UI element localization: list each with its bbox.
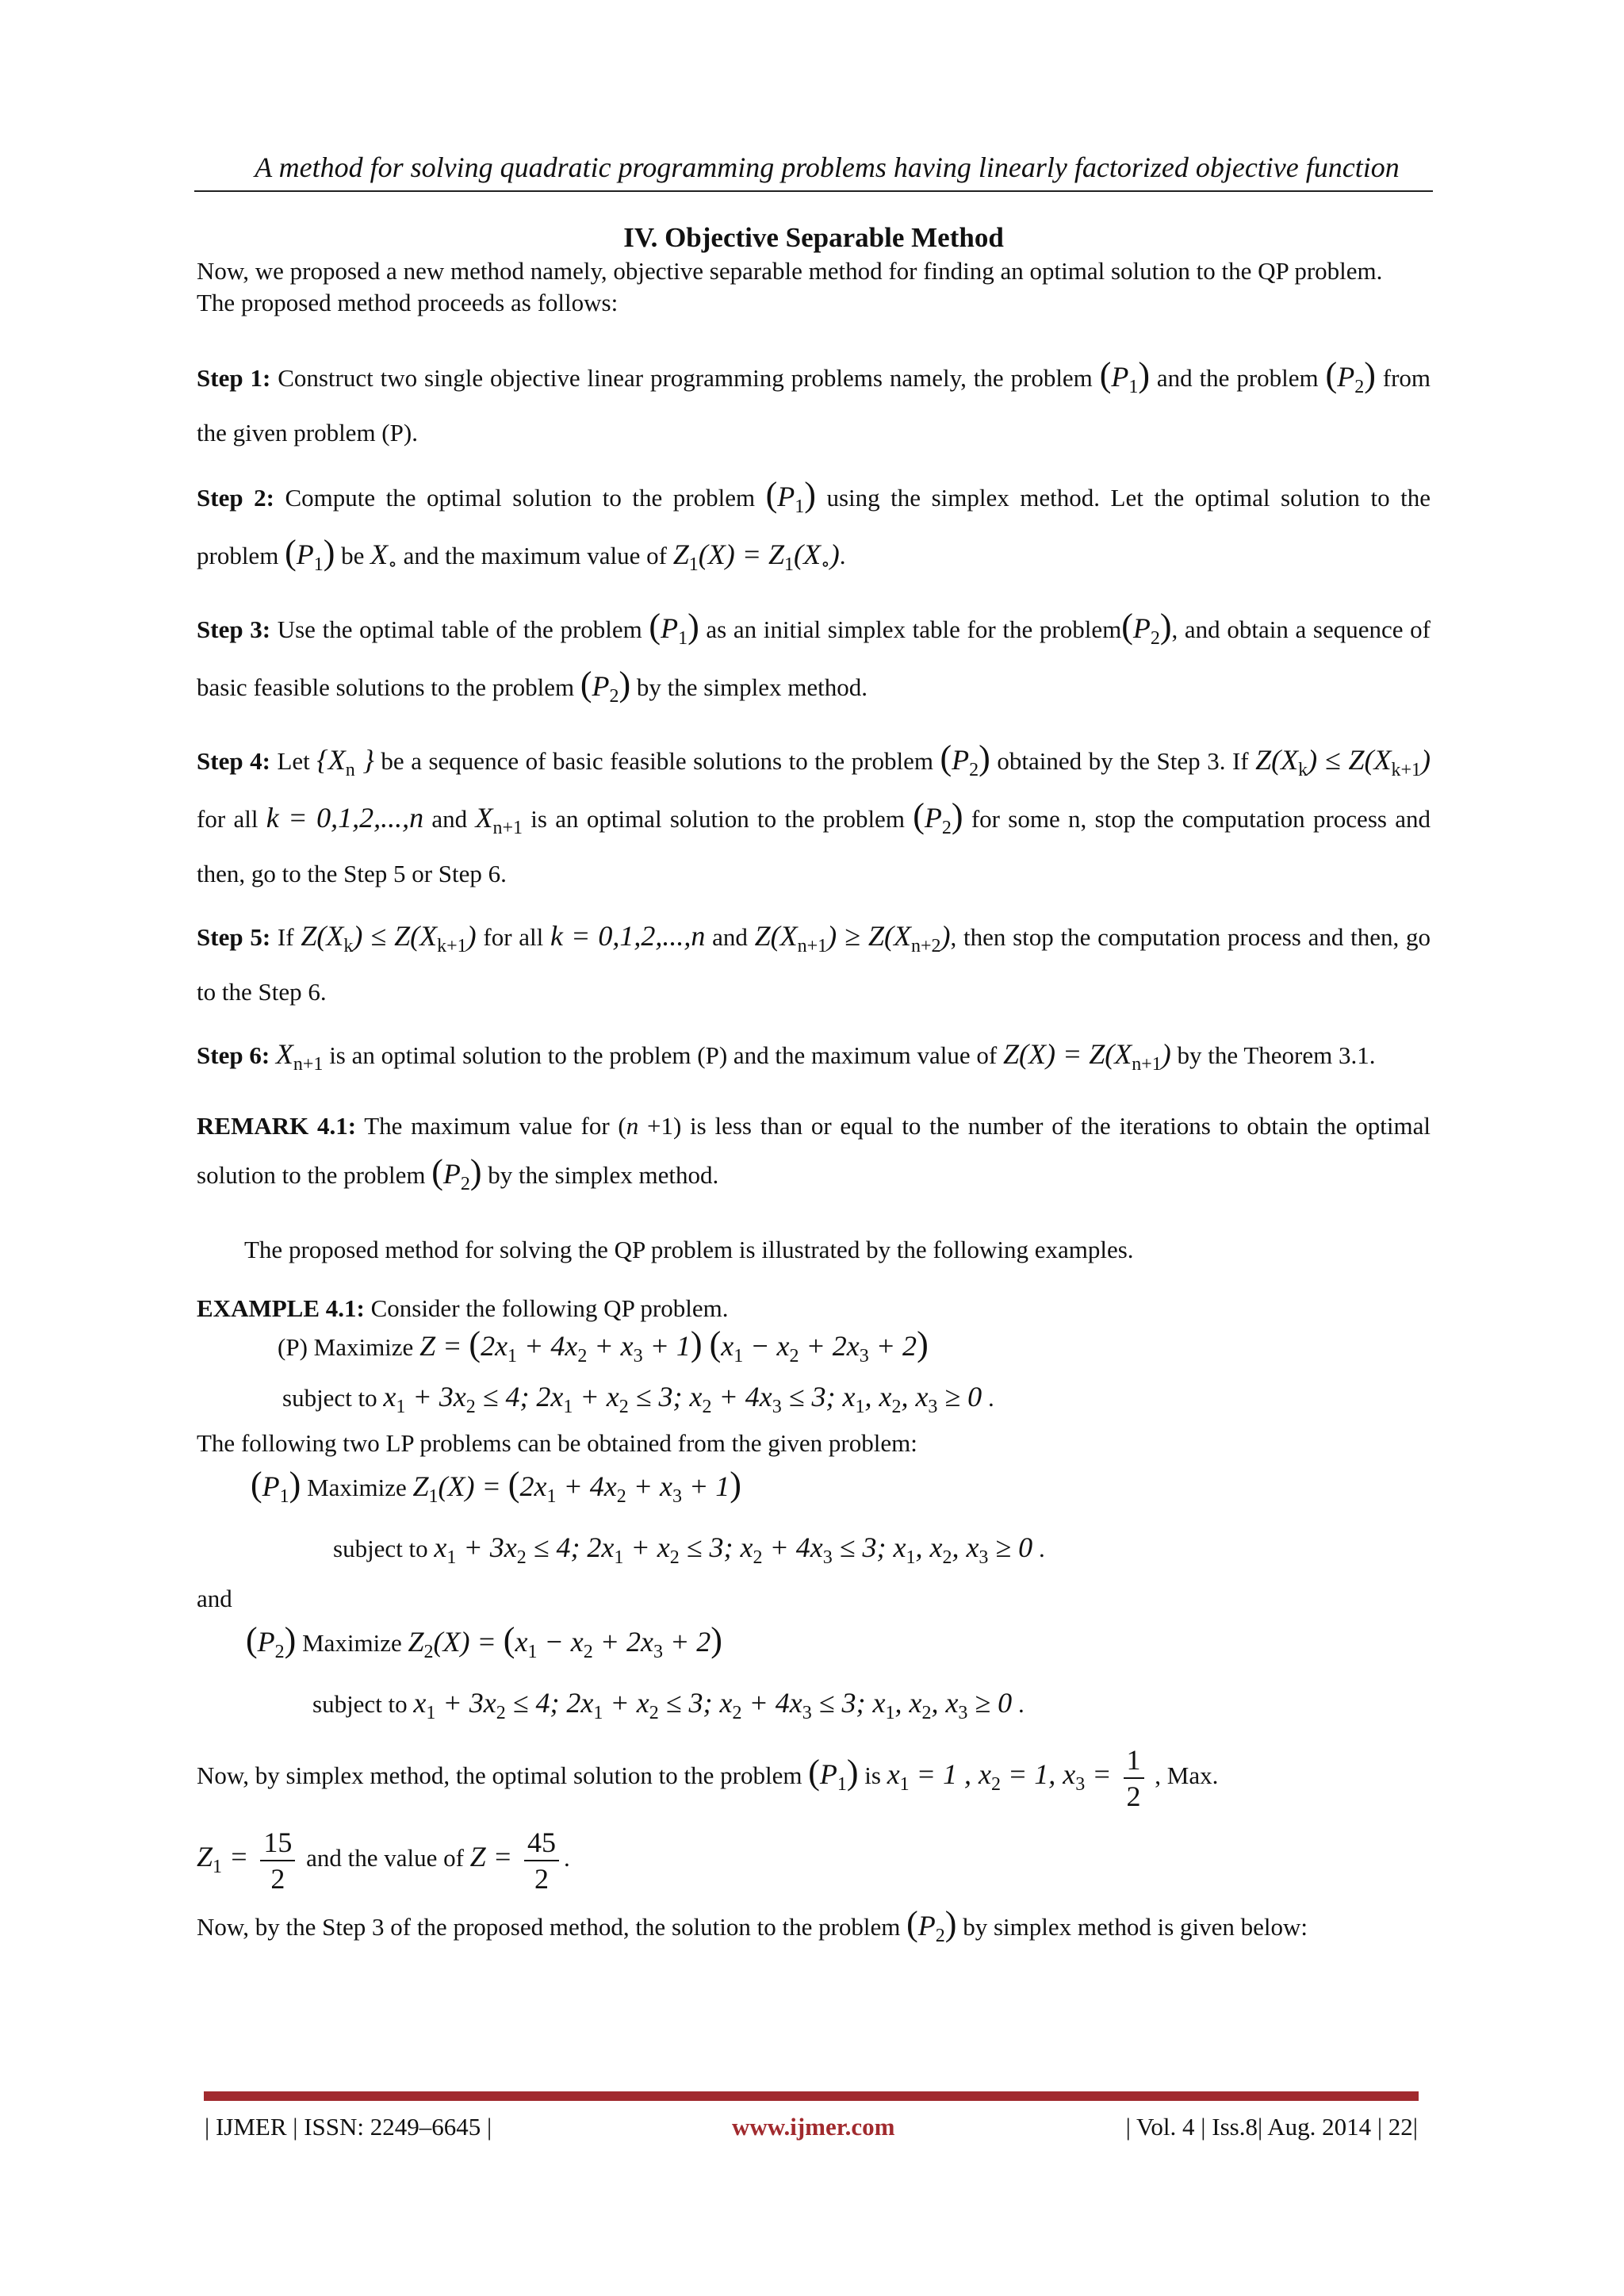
step-4-label: Step 4: [197, 747, 270, 775]
step-3: Step 3: Use the optimal table of the problem $(P_1)$ as an initial simplex table for the $problem(P_2)$, and obtain a sequence of basic feasible solutions to the problem $(P_2)$ by the simplex method. [197, 607, 1431, 707]
step-3-text-c: , and obtain a sequence of basic feasible solutions to the problem [197, 615, 1431, 701]
step-2-text-c: be [335, 542, 371, 569]
step-5: Step 5: If $Z(X_k) \le Z(X_{k+1})$ for all k = 0,1,2,...,n and $Z(X_{n+1}) \ge Z(X_{n+2})$, then stop the computation process and then, go to the Step 6. [197, 920, 1431, 1006]
problem-p2-constraints: subject to $x_1 + 3x_2 \le 4$; $2x_1 + x_2 \le 3$; $x_2 + 4x_3 \le 3$; $x_1$, $x_2$, $x_3 \ge 0$ . [312, 1687, 1025, 1723]
step-4-text-g: for some n, stop the computation process and then, go to the Step 5 or Step 6. [197, 805, 1431, 887]
illustration-sentence: The proposed method for solving the QP problem is illustrated by the following examples. [244, 1236, 1134, 1263]
step-6-text-a: is an optimal solution to the problem (P) and the maximum value of [323, 1041, 1003, 1069]
fraction-z: $\frac{45}{2}$ [524, 1825, 559, 1896]
remark-label: REMARK 4.1: [197, 1112, 357, 1140]
example-4-1: EXAMPLE 4.1: Consider the following QP problem. [197, 1294, 729, 1322]
remark-4-1: REMARK 4.1: The maximum value for (n +1) is less than or equal to the number of the iterations to obtain the optimal solution to the problem $(P_2)$ by the simplex method. [197, 1112, 1431, 1194]
step-4-inequality: $Z(X_k) \le Z(X_{k+1})$ [1255, 744, 1431, 780]
symbol-xn-set: {$X_n$ } [316, 744, 374, 780]
step-4-k-range: k = 0,1,2,...,n [266, 802, 424, 834]
symbol-x0: $X_\circ$ [370, 539, 397, 575]
footer-website-link[interactable]: www.ijmer.com [732, 2113, 895, 2141]
section-proceeds: The proposed method proceeds as follows: [197, 289, 619, 316]
step-3-text-b: as an initial simplex table for the problem [699, 615, 1122, 643]
step-2-label: Step 2: [197, 484, 274, 512]
problem-p1-objective: $(P_1)$ Maximize $Z_1(X) = (2x_1 + 4x_2 + x_3 + 1)$ [251, 1465, 741, 1507]
step-1-label: Step 1: [197, 364, 271, 392]
and-text: and [197, 1585, 232, 1612]
z-values: $Z_1$ = $\frac{15}{2}$ and the value of Z = $\frac{45}{2}$ . [197, 1826, 570, 1895]
example-label: EXAMPLE 4.1: [197, 1294, 365, 1322]
symbol-p2: $P_2$ [1337, 361, 1365, 397]
step-4-text-e: and [423, 805, 476, 833]
step-5-text-b: for all [476, 923, 551, 951]
step-6-equation: $Z(X) = Z(X_{n+1})$ [1002, 1038, 1171, 1075]
problem-p1-constraints: subject to $x_1 + 3x_2 \le 4$; $2x_1 + x_2 \le 3$; $x_2 + 4x_3 \le 3$; $x_1$, $x_2$, $x_3 \ge 0$ . [333, 1531, 1045, 1568]
step-1-text-c: from the given problem (P). [197, 364, 1431, 447]
step-2-text-e: . [839, 542, 846, 569]
step-6-text-b: by the Theorem 3.1. [1170, 1041, 1376, 1069]
step-2-text-a: Compute the optimal solution to the problem [274, 484, 766, 512]
page-content [197, 220, 1431, 1955]
step-2-text-d: and the maximum value of [396, 542, 673, 569]
problem-p2-objective: $(P_2)$ Maximize $Z_2(X) = (x_1 - x_2 + 2x_3 + 2)$ [246, 1620, 722, 1662]
step-6-label: Step 6: [197, 1041, 270, 1069]
step-1: Step 1: Construct two single objective linear programming problems namely, the problem $(P_1)$ and the problem $(P_2)$ from the given problem (P). [197, 355, 1431, 447]
section-heading: IV. Objective Separable Method [623, 222, 1004, 253]
step-3-text-d: by the simplex method. [630, 673, 868, 701]
step-1-text-a: Construct two single objective linear programming problems namely, the problem [270, 364, 1100, 392]
footer-volume-page: | Vol. 4 | Iss.8| Aug. 2014 | 22| [1125, 2113, 1418, 2141]
symbol-xn1: $X_{n+1}$ [475, 802, 523, 838]
footer-rule [204, 2091, 1419, 2101]
lp-intro: The following two LP problems can be obtained from the given problem: [197, 1429, 917, 1457]
p1-solution: Now, by simplex method, the optimal solution to the problem $(P_1)$ is $x_1 = 1$ , $x_2 = 1$, $x_3$ = $\frac{1}{2}$ , Max. [197, 1743, 1219, 1812]
problem-p-constraints: subject to $x_1 + 3x_2 \le 4$; $2x_1 + x_2 \le 3$; $x_2 + 4x_3 \le 3$; $x_1$, $x_2$, $x_3 \ge 0$ . [282, 1381, 994, 1417]
step-5-text-a: If [270, 923, 301, 951]
step-4-text-a: Let [270, 747, 317, 775]
step-2-expression: $Z_1(X) = Z_1(X_\circ)$ [672, 539, 840, 575]
step-4: Step 4: Let {$X_n$ } be a sequence of basic feasible solutions to the problem $(P_2)$ obtained by the Step 3. If $Z(X_k) \le Z(X_{k+1})$ for all k = 0,1,2,...,n and $X_{n+1}$ is an optimal solution to the problem $(P_2)$ for some n, stop the computation process and then, go to the Step 5 or Step 6. [197, 738, 1431, 887]
step-5-label: Step 5: [197, 923, 271, 951]
step-2-text-b: using the simplex method. Let the optimal solution to the problem [197, 484, 1431, 569]
step-6: Step 6: $X_{n+1}$ is an optimal solution to the problem (P) and the maximum value of $Z(X) = Z(X_{n+1})$ by the Theorem 3.1. [197, 1038, 1376, 1075]
step-4-text-d: for all [197, 805, 266, 833]
header-rule [194, 190, 1433, 192]
section-intro: Now, we proposed a new method namely, objective separable method for finding an optimal solution to the QP problem. [197, 257, 1383, 285]
step-5-inequality: $Z(X_{n+1}) \ge Z(X_{n+2})$ [754, 920, 951, 956]
step-5-text-c: and [705, 923, 755, 951]
step-4-text-b: be a sequence of basic feasible solutions to the problem [373, 747, 940, 775]
footer-journal-info: | IJMER | ISSN: 2249–6645 | [205, 2113, 492, 2141]
problem-p-objective: (P) Maximize $Z = (2x_1 + 4x_2 + x_3 + 1) (x_1 - x_2 + 2x_3 + 2)$ [278, 1324, 929, 1366]
step-3-label: Step 3: [197, 615, 271, 643]
fraction-one-half: $\frac{1}{2}$ [1124, 1742, 1144, 1814]
step-3-text-a: Use the optimal table of the problem [270, 615, 649, 643]
step-4-text-c: obtained by the Step 3. If [990, 747, 1256, 775]
step-1-text-b: and the problem [1150, 364, 1326, 392]
step-5-text-d: , then stop the computation process and then, go to the Step 6. [197, 923, 1431, 1006]
running-header-title: A method for solving quadratic programming problems having linearly factorized objective function [255, 151, 1400, 183]
step3-solution-intro: Now, by the Step 3 of the proposed method, the solution to the problem $(P_2)$ by simplex method is given below: [197, 1904, 1308, 1946]
symbol-p1: $P_1$ [1111, 361, 1139, 397]
fraction-z1: $\frac{15}{2}$ [260, 1825, 295, 1896]
step-2: Step 2: Compute the optimal solution to the problem $(P_1)$ using the simplex method. Let the optimal solution to the problem $(P_1)$ be $X_\circ$ and the maximum value of $Z_1(X) = Z_1(X_\circ)$. [197, 475, 1431, 575]
step-4-text-f: is an optimal solution to the problem [523, 805, 914, 833]
